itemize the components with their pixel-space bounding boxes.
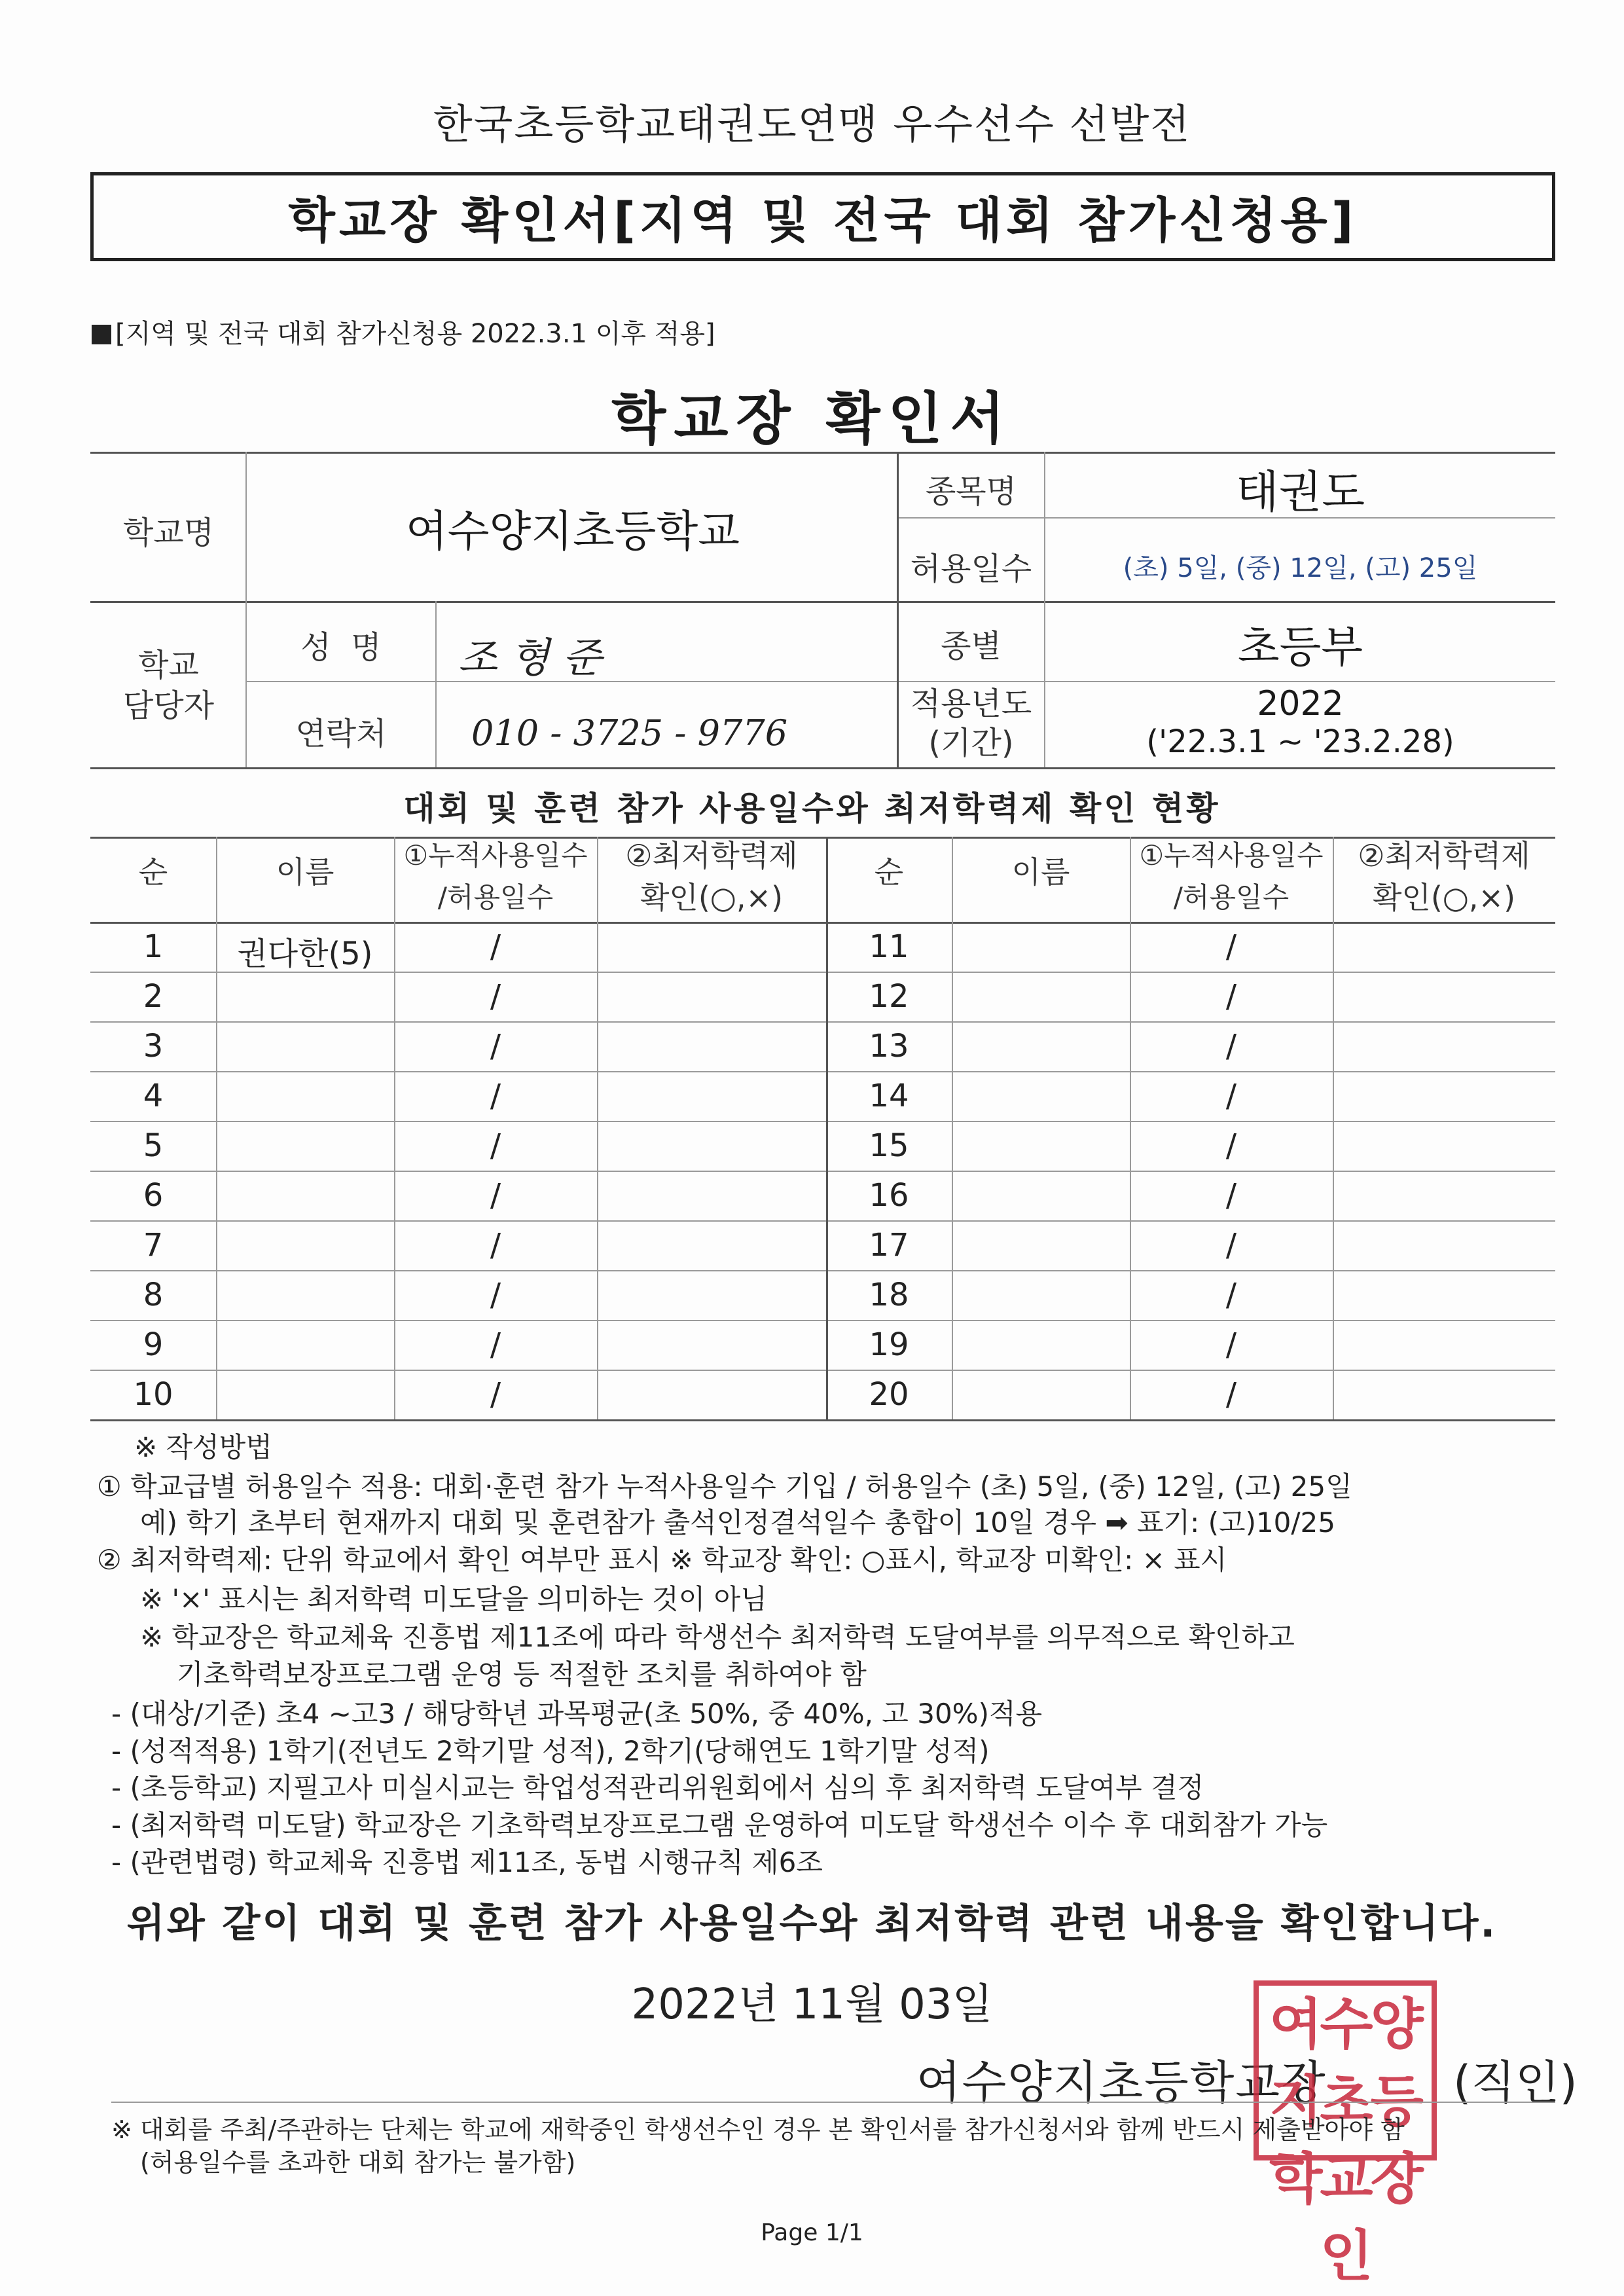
square-bullet-icon — [92, 325, 111, 344]
row-days-used: / — [490, 1078, 501, 1114]
row-days-used: / — [490, 1177, 501, 1214]
footer-divider — [111, 2102, 1555, 2103]
division-value: 초등부 — [1237, 622, 1363, 672]
grid-row-line — [90, 1220, 1555, 1222]
manager-name-label: 성 명 — [300, 629, 382, 666]
seal-text: 여수양지초등학교장인 — [1269, 1992, 1421, 2288]
confirmation-statement: 위와 같이 대회 및 훈련 참가 사용일수와 최저학력 관련 내용을 확인합니다. — [126, 1901, 1498, 1946]
row-days-used: / — [1225, 1227, 1237, 1264]
manager-name-value: 조 형 준 — [458, 634, 602, 682]
row-number: 1 — [143, 928, 164, 965]
grid-row-line — [90, 1419, 1555, 1421]
instruction-line: - (대상/기준) 초4 ~고3 / 해당학년 과목평균(초 50%, 중 40%, 고 30%)적용 — [111, 1698, 1043, 1730]
principal-name: 여수양지초등학교장 — [916, 2056, 1327, 2109]
year-value: 2022 — [1257, 684, 1344, 723]
row-number: 4 — [143, 1078, 164, 1114]
header-name-left: 이름 — [276, 854, 334, 890]
divider — [245, 681, 1555, 682]
row-number: 7 — [143, 1227, 164, 1264]
grid-row-line — [90, 1171, 1555, 1172]
row-student-name: 권다한(5) — [237, 936, 373, 972]
row-number: 17 — [869, 1227, 909, 1264]
row-days-used: / — [1225, 928, 1237, 965]
instruction-line: ※ '×' 표시는 최저학력 미도달을 의미하는 것이 아님 — [140, 1583, 767, 1615]
row-number: 19 — [869, 1326, 909, 1363]
header-no-right: 순 — [874, 854, 904, 890]
row-number: 5 — [143, 1127, 164, 1164]
school-name-label: 학교명 — [122, 515, 215, 551]
row-number: 3 — [143, 1028, 164, 1065]
grid-col-line — [1333, 837, 1334, 1419]
grid-row-line — [90, 1071, 1555, 1072]
grid-col-line — [597, 837, 598, 1419]
applicability-note-text: [지역 및 전국 대회 참가신청용 2022.3.1 이후 적용] — [115, 319, 715, 349]
contact-label: 연락처 — [295, 716, 387, 752]
manager-label: 학교 담당자 — [122, 647, 215, 724]
instruction-line: - (초등학교) 지필고사 미실시교는 학업성적관리위원회에서 심의 후 최저학력 도달여부 결정 — [111, 1772, 1204, 1804]
info-table-border — [90, 452, 1555, 454]
organization-title: 한국초등학교태권도연맹 우수선수 선발전 — [433, 100, 1191, 148]
status-section-title: 대회 및 훈련 참가 사용일수와 최저학력제 확인 현황 — [403, 790, 1221, 828]
grid-col-line — [216, 837, 217, 1419]
header-no-left: 순 — [138, 854, 168, 890]
row-days-used: / — [490, 1376, 501, 1413]
school-name-value: 여수양지초등학교 — [405, 506, 740, 556]
contact-value: 010 - 3725 - 9776 — [471, 712, 788, 754]
event-value: 태권도 — [1235, 467, 1365, 519]
row-days-used: / — [490, 1277, 501, 1313]
grid-row-line — [90, 1270, 1555, 1271]
row-days-used: / — [1225, 1028, 1237, 1065]
grid-row-line — [90, 1320, 1555, 1321]
row-days-used: / — [1225, 1177, 1237, 1214]
row-days-used: / — [490, 1227, 501, 1264]
header-academic-right: ②최저학력제 확인(○,×) — [1358, 838, 1530, 915]
instruction-line: ② 최저학력제: 단위 학교에서 확인 여부만 표시 ※ 학교장 확인: ○표시, 학교장 미확인: × 표시 — [97, 1544, 1227, 1576]
instructions-heading: ※ 작성방법 — [134, 1431, 272, 1463]
instruction-line: 기초학력보장프로그램 운영 등 적절한 조치를 취하여야 함 — [177, 1658, 867, 1690]
footer-note: ※ 대회를 주최/주관하는 단체는 학교에 재학중인 학생선수인 경우 본 확인서를 참가신청서와 함께 반드시 제출받아야 함 — [111, 2115, 1405, 2144]
grid-row-line — [90, 922, 1555, 924]
row-number: 9 — [143, 1326, 164, 1363]
row-days-used: / — [1225, 1326, 1237, 1363]
document-title: 학교장 확인서 — [611, 386, 1013, 452]
header-academic-left: ②최저학력제 확인(○,×) — [625, 838, 798, 915]
instruction-line: - (최저학력 미도달) 학교장은 기초학력보장프로그램 운영하여 미도달 학생선수 이수 후 대회참가 가능 — [111, 1809, 1328, 1841]
row-number: 11 — [869, 928, 909, 965]
row-days-used: / — [1225, 1127, 1237, 1164]
row-number: 12 — [869, 978, 909, 1015]
row-number: 13 — [869, 1028, 909, 1065]
row-number: 14 — [869, 1078, 909, 1114]
instruction-line: 예) 학기 초부터 현재까지 대회 및 훈련참가 출석인정결석일수 총합이 10일 경우 ➡ 표기: (고)10/25 — [140, 1506, 1335, 1539]
divider — [90, 601, 1555, 603]
row-days-used: / — [1225, 1277, 1237, 1313]
instruction-line: ※ 학교장은 학교체육 진흥법 제11조에 따라 학생선수 최저학력 도달여부를 의무적으로 확인하고 — [140, 1621, 1295, 1653]
page-number: Page 1/1 — [761, 2219, 863, 2246]
allowed-days-label: 허용일수 — [910, 551, 1032, 587]
header-days-left: ①누적사용일수 /허용일수 — [403, 839, 588, 913]
row-days-used: / — [490, 1326, 501, 1363]
row-number: 10 — [133, 1376, 173, 1413]
header-days-right: ①누적사용일수 /허용일수 — [1139, 839, 1324, 913]
row-days-used: / — [490, 1028, 501, 1065]
instruction-line: ① 학교급별 허용일수 적용: 대회·훈련 참가 누적사용일수 기입 / 허용일수 (초) 5일, (중) 12일, (고) 25일 — [97, 1470, 1352, 1503]
row-days-used: / — [490, 1127, 501, 1164]
header-name-right: 이름 — [1011, 854, 1070, 890]
seal-label: (직인) — [1453, 2056, 1578, 2109]
footer-note-sub: (허용일수를 초과한 대회 참가는 불가함) — [140, 2148, 576, 2177]
row-days-used: / — [490, 978, 501, 1015]
row-number: 15 — [869, 1127, 909, 1164]
instruction-line: - (관련법령) 학교체육 진흥법 제11조, 동법 시행규칙 제6조 — [111, 1846, 823, 1878]
divider — [435, 601, 437, 767]
row-days-used: / — [1225, 1078, 1237, 1114]
row-number: 8 — [143, 1277, 164, 1313]
row-days-used: / — [1225, 1376, 1237, 1413]
row-number: 16 — [869, 1177, 909, 1214]
allowed-days-value: (초) 5일, (중) 12일, (고) 25일 — [1123, 553, 1478, 583]
applicability-note — [92, 313, 715, 350]
instruction-line: - (성적적용) 1학기(전년도 2학기말 성적), 2학기(당해연도 1학기말 성적) — [111, 1735, 990, 1767]
year-label: 적용년도 (기간) — [910, 685, 1032, 761]
grid-col-line — [952, 837, 953, 1419]
grid-row-line — [90, 1370, 1555, 1371]
row-number: 18 — [869, 1277, 909, 1313]
grid-row-line — [90, 1121, 1555, 1122]
document-date: 2022년 11월 03일 — [631, 1980, 993, 2029]
row-number: 6 — [143, 1177, 164, 1214]
grid-row-line — [90, 1021, 1555, 1023]
division-label: 종별 — [941, 628, 1001, 665]
form-title-box: 학교장 확인서[지역 및 전국 대회 참가신청용] — [90, 172, 1555, 261]
divider — [90, 767, 1555, 769]
row-number: 2 — [143, 978, 164, 1015]
row-days-used: / — [490, 928, 501, 965]
event-label: 종목명 — [925, 473, 1017, 510]
row-number: 20 — [869, 1376, 909, 1413]
period-value: ('22.3.1 ~ '23.2.28) — [1146, 723, 1454, 760]
row-days-used: / — [1225, 978, 1237, 1015]
